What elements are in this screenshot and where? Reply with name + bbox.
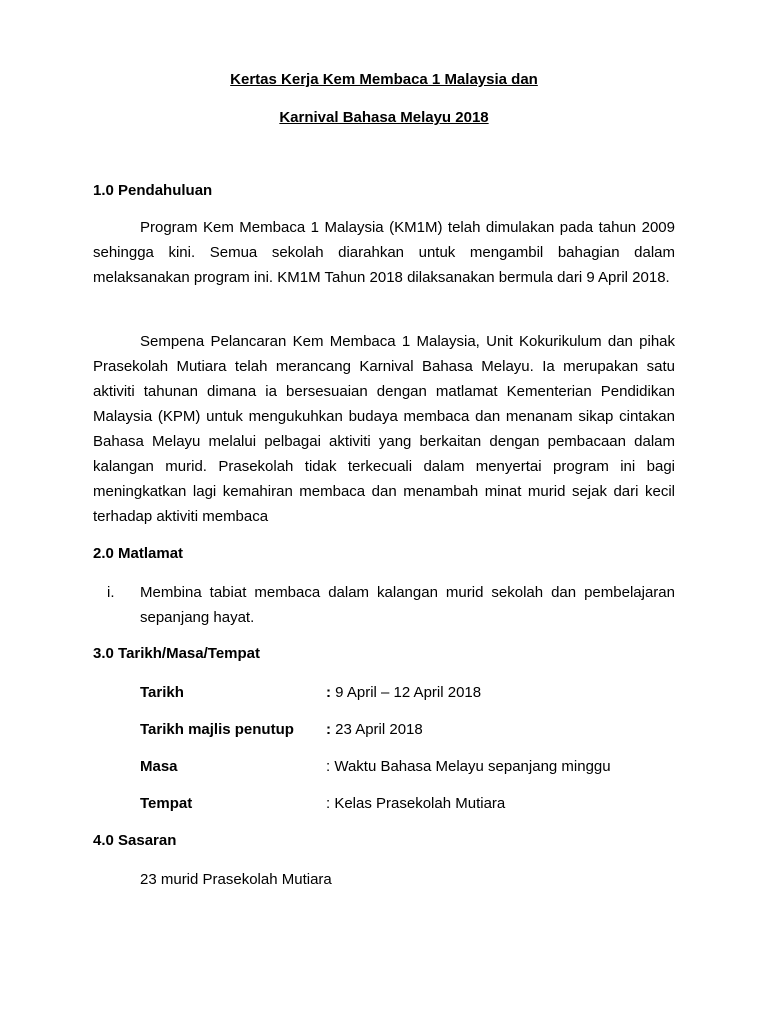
document-title-line-1: Kertas Kerja Kem Membaca 1 Malaysia dan bbox=[230, 71, 538, 88]
document-title-line-2: Karnival Bahasa Melayu 2018 bbox=[279, 109, 489, 126]
detail-label: Masa bbox=[140, 758, 178, 775]
detail-label: Tarikh bbox=[140, 684, 184, 701]
section-heading-pendahuluan: 1.0 Pendahuluan bbox=[93, 182, 213, 199]
paragraph-pendahuluan-2: Sempena Pelancaran Kem Membaca 1 Malaysia, Unit Kokurikulum dan pihak Prasekolah Mutiara telah merancang Karnival Bahasa Melayu. Ia merupakan satu aktiviti tahunan dimana ia bersesuaian dengan matlamat Kementerian Pendidikan Malaysia (KPM) untuk mengukuhkan budaya membaca dan menanam sikap cintakan Bahasa Melayu melalui pelbagai aktiviti yang berkaitan dengan pembacaan dalam kalangan murid. Prasekolah tidak terkecuali dalam menyertai program ini bagi meningkatkan lagi kemahiran membaca dan menambah minat murid sejak dari kecil terhadap aktiviti membaca bbox=[93, 333, 675, 525]
detail-value: : 23 April 2018 bbox=[326, 721, 423, 738]
sasaran-text: 23 murid Prasekolah Mutiara bbox=[140, 871, 332, 888]
detail-label: Tempat bbox=[140, 795, 193, 812]
detail-value: : 9 April – 12 April 2018 bbox=[326, 684, 482, 701]
list-item-text: Membina tabiat membaca dalam kalangan murid sekolah dan pembelajaran sepanjang hayat. bbox=[140, 584, 675, 626]
paragraph-pendahuluan-1: Program Kem Membaca 1 Malaysia (KM1M) telah dimulakan pada tahun 2009 sehingga kini. Semua sekolah diarahkan untuk mengambil bahagian dalam melaksanakan program ini. KM1M Tahun 2018 dilaksanakan bermula dari 9 April 2018. bbox=[93, 219, 675, 286]
list-item-number: i. bbox=[107, 584, 115, 601]
section-heading-tarikh: 3.0 Tarikh/Masa/Tempat bbox=[93, 645, 261, 662]
detail-value: : Waktu Bahasa Melayu sepanjang minggu bbox=[326, 758, 611, 775]
section-heading-sasaran: 4.0 Sasaran bbox=[93, 832, 177, 849]
detail-label: Tarikh majlis penutup bbox=[140, 721, 294, 738]
detail-value: : Kelas Prasekolah Mutiara bbox=[326, 795, 506, 812]
section-heading-matlamat: 2.0 Matlamat bbox=[93, 545, 184, 562]
